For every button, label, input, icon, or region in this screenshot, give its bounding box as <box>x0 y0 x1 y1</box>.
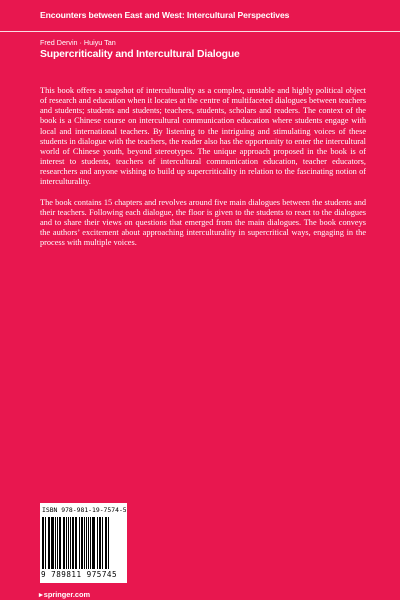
divider-rule <box>0 31 400 32</box>
arrow-right-icon: ▸ <box>39 590 43 599</box>
series-title: Encounters between East and West: Intercultural Perspectives <box>40 10 290 20</box>
book-title: Supercriticality and Intercultural Dialogue <box>40 49 240 60</box>
isbn-number: ISBN 978-981-19-7574-5 <box>42 506 127 514</box>
barcode-bar <box>108 517 109 569</box>
blurb-text <box>40 86 366 258</box>
blurb-paragraph-2: The book contains 15 chapters and revolves around five main dialogues between the students and their teachers. Following each dialogue, the floor is given to the students to react to the dialogues and to share their views on questions that emerged from the main dialogues. The book conveys the authors’ excitement about approaching interculturality in supercritical ways, engaging in the process with multiple voices. <box>40 197 366 248</box>
isbn-barcode-box <box>40 503 127 583</box>
book-authors: Fred Dervin · Huiyu Tan <box>40 38 116 47</box>
publisher-link-text: springer.com <box>43 590 91 599</box>
blurb-paragraph-1: This book offers a snapshot of interculturality as a complex, unstable and highly political object of research and education when it locates at the centre of multifaceted dialogues between teachers and students; students and students; teachers, students, scholars and readers. The context of the book is a Chinese course on intercultural communication education where students engage with local and international teachers. By listening to the intriguing and stimulating voices of these students in dialogue with the teachers, the reader also has the opportunity to enter the intercultural world of Chinese youth, beyond stereotypes. The unique approach proposed in the book is of interest to students, teachers of intercultural communication education, teacher educators, researchers and anyone wishing to build up supercriticality in relation to the fascinating notion of interculturality. <box>40 86 366 187</box>
barcode-digits: 9 789811 975745 <box>41 570 118 579</box>
barcode-image <box>42 517 125 569</box>
publisher-link[interactable] <box>39 590 90 599</box>
